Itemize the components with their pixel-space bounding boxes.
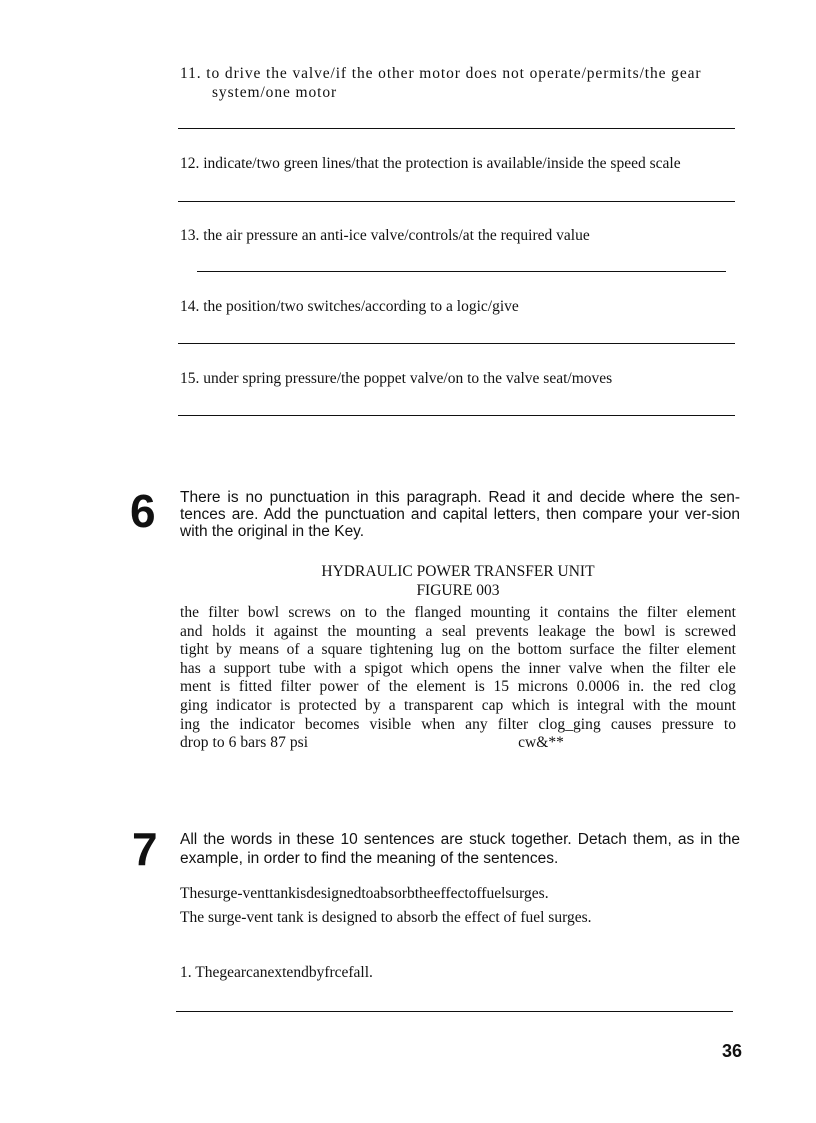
item-number: 13. bbox=[180, 227, 200, 244]
section-number-6: 6 bbox=[130, 485, 156, 537]
paragraph-line: tight by means of a square tightening lug on the bottom surface the filter element bbox=[180, 641, 736, 659]
section-7-instructions: All the words in these 10 sentences are stuck together. Detach them, as in the example, in order to find the meaning of the sentences. bbox=[180, 831, 740, 867]
exercise-item-12 bbox=[180, 154, 736, 173]
answer-line-11[interactable] bbox=[178, 128, 735, 129]
paragraph-line: the filter bowl screws on to the flanged mounting it contains the filter element bbox=[180, 604, 736, 621]
page-number: 36 bbox=[721, 1041, 742, 1061]
paragraph-subtitle: FIGURE 003 bbox=[416, 582, 500, 599]
paragraph-line: ing the indicator becomes visible when any filter clog_ging causes pressure to bbox=[180, 715, 736, 733]
item-text: under spring pressure/the poppet valve/on to the valve seat/moves bbox=[203, 370, 613, 387]
item-number: 14. bbox=[180, 298, 200, 315]
item-number: 11. bbox=[180, 65, 202, 82]
item-text: to drive the valve/if the other motor does not operate/permits/the gear system/one motor bbox=[206, 65, 702, 101]
exercise-item-1: 1. Thegearcanextendbyfrcefall. bbox=[180, 964, 373, 981]
exercise-item-11 bbox=[180, 64, 768, 102]
section-6-instructions: There is no punctuation in this paragraph. Read it and decide where the sen-tences are. Add the punctuation and capital letters, then compare your ver-sion with the original in the Key. bbox=[180, 489, 740, 540]
item-text: the position/two switches/according to a logic/give bbox=[203, 298, 519, 315]
example-separated: The surge-vent tank is designed to absorb the effect of fuel surges. bbox=[180, 909, 592, 926]
exercise-item-14 bbox=[180, 297, 736, 316]
answer-line-13[interactable] bbox=[197, 271, 726, 272]
answer-line-1[interactable] bbox=[176, 1011, 733, 1012]
exercise-item-13 bbox=[180, 226, 736, 245]
paragraph-line: and holds it against the mounting a seal prevents leakage the bowl is screwed bbox=[180, 622, 736, 640]
item-number: 15. bbox=[180, 370, 200, 387]
paragraph-line: ging indicator is protected by a transparent cap which is integral with the mount bbox=[180, 696, 736, 714]
paragraph-line: ment is fitted filter power of the element is 15 microns 0.0006 in. the red clog bbox=[180, 678, 736, 696]
answer-line-15[interactable] bbox=[178, 415, 735, 416]
item-text: indicate/two green lines/that the protection is available/inside the speed scale bbox=[203, 155, 681, 172]
item-number: 12. bbox=[180, 155, 200, 172]
paragraph-line: has a support tube with a spigot which opens the inner valve when the filter ele bbox=[180, 659, 736, 677]
unpunctuated-paragraph bbox=[180, 604, 736, 753]
exercise-item-15 bbox=[180, 369, 736, 388]
paragraph-last-line bbox=[180, 734, 736, 753]
answer-line-12[interactable] bbox=[178, 201, 735, 202]
item-text: the air pressure an anti-ice valve/controls/at the required value bbox=[203, 227, 590, 244]
answer-line-14[interactable] bbox=[178, 343, 735, 344]
signature-mark: cw&** bbox=[518, 734, 564, 752]
example-joined: Thesurge-venttankisdesignedtoabsorbtheeffectoffuelsurges. bbox=[180, 885, 549, 902]
paragraph-line: drop to 6 bars 87 psi bbox=[180, 734, 309, 752]
section-number-7: 7 bbox=[132, 823, 158, 875]
paragraph-title: HYDRAULIC POWER TRANSFER UNIT bbox=[321, 563, 595, 580]
